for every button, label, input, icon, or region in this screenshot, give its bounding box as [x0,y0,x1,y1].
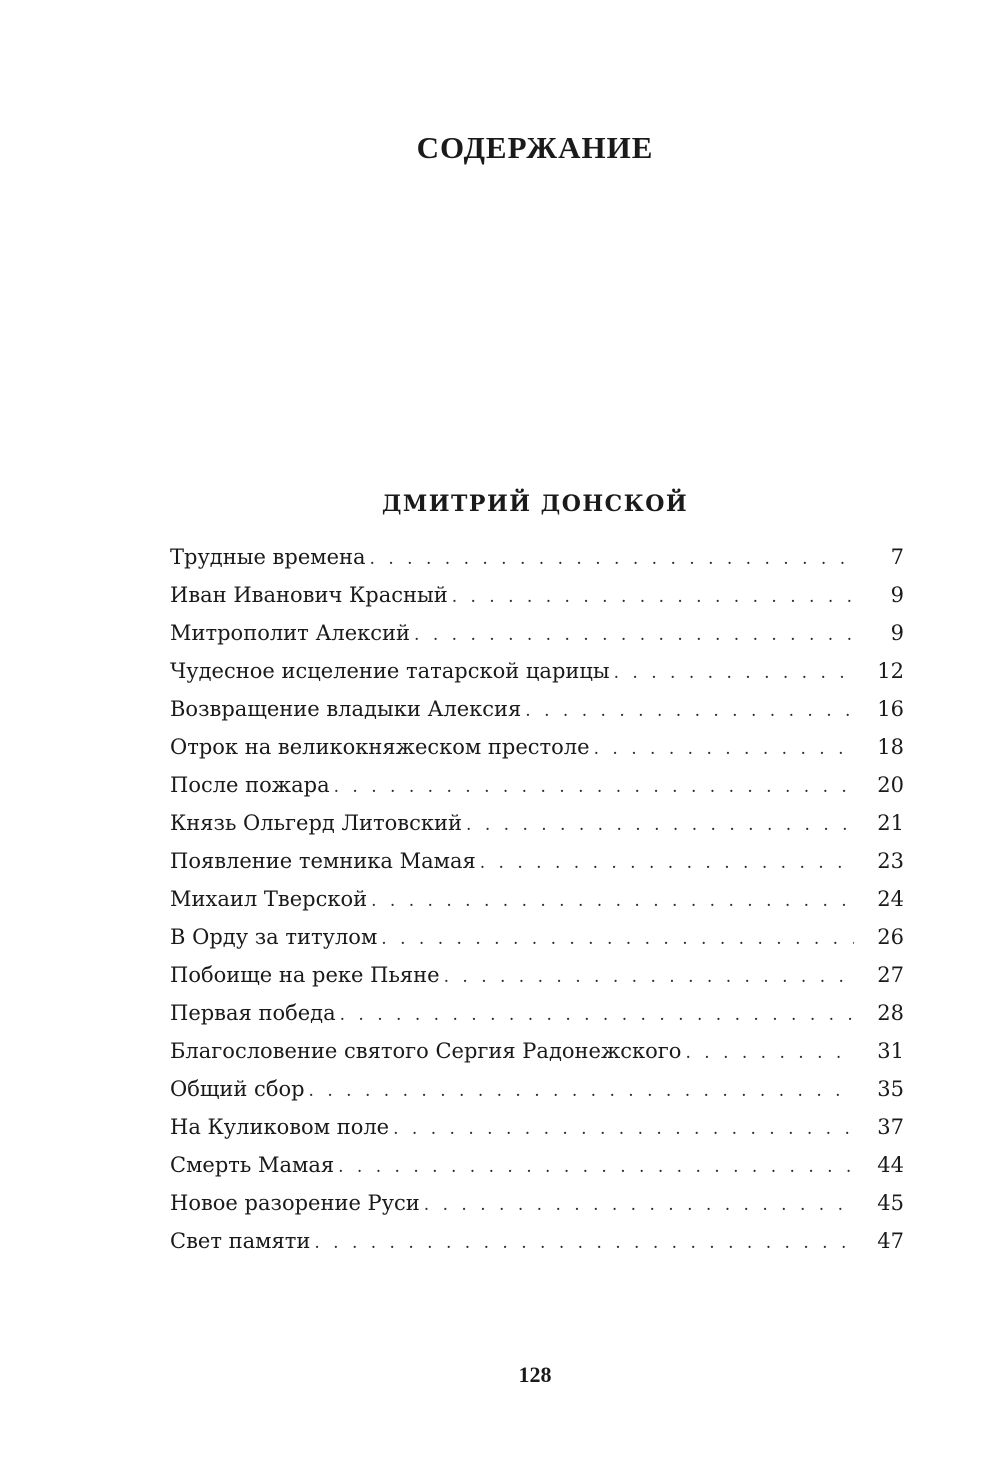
dot-leader [525,692,854,730]
toc-entry-page: 27 [877,963,904,987]
toc-entry-title: Чудесное исцеление татарской царицы [170,659,610,683]
toc-entry-title: Появление темника Мамая [170,849,476,873]
toc-entry[interactable] [170,880,904,918]
toc-entry[interactable] [170,842,904,880]
toc-entry-title: На Куликовом поле [170,1115,390,1139]
toc-entry-page: 21 [877,811,904,835]
toc-entry[interactable] [170,1108,904,1146]
dot-leader [466,806,854,844]
toc-entry[interactable] [170,1184,904,1222]
dot-leader [444,958,854,996]
page-number: 128 [518,1362,552,1387]
toc-entry-title: После пожара [170,773,330,797]
toc-entry[interactable] [170,1032,904,1070]
toc-entry[interactable] [170,918,904,956]
dot-leader [381,920,854,958]
toc-entry-page: 35 [877,1077,904,1101]
toc-entry[interactable] [170,614,904,652]
toc-entry-title: Новое разорение Руси [170,1191,420,1215]
toc-entry-title: Иван Иванович Красный [170,583,448,607]
toc-entry[interactable] [170,994,904,1032]
toc-entry[interactable] [170,766,904,804]
dot-leader [685,1034,854,1072]
toc-entry-title: Князь Ольгерд Литовский [170,811,463,835]
toc-entry[interactable] [170,728,904,766]
toc-entry-page: 28 [877,1001,904,1025]
toc-entry-title: Побоище на реке Пьяне [170,963,440,987]
page-title: СОДЕРЖАНИЕ [416,130,654,165]
toc-entry-page: 20 [877,773,904,797]
dot-leader [424,1186,854,1224]
toc-entry[interactable] [170,690,904,728]
toc-entry[interactable] [170,1222,904,1260]
toc-entry-page: 24 [877,887,904,911]
toc-entry-title: Митрополит Алексий [170,621,411,645]
toc-entry-title: Михаил Тверской [170,887,368,911]
dot-leader [614,654,854,692]
toc-entry[interactable] [170,1146,904,1184]
dot-leader [334,768,854,806]
toc-entry-page: 7 [890,545,904,569]
toc-entry-page: 44 [877,1153,904,1177]
toc-entry-title: Трудные времена [170,545,366,569]
toc-entry-title: В Орду за титулом [170,925,378,949]
toc-entry-page: 47 [877,1229,904,1253]
dot-leader [594,730,854,768]
toc-entry-page: 12 [877,659,904,683]
dot-leader [309,1072,854,1110]
toc-entry-page: 9 [890,621,904,645]
dot-leader [414,616,854,654]
dot-leader [314,1224,854,1262]
toc-entry-title: Возвращение владыки Алексия [170,697,522,721]
toc-entry-page: 45 [877,1191,904,1215]
section-heading: ДМИТРИЙ ДОНСКОЙ [381,491,689,517]
dot-leader [371,882,854,920]
toc-entry-title: Свет памяти [170,1229,311,1253]
toc-entry-page: 31 [877,1039,904,1063]
dot-leader [393,1110,854,1148]
dot-leader [338,1148,854,1186]
toc-entry-page: 16 [877,697,904,721]
toc-entry-title: Смерть Мамая [170,1153,335,1177]
dot-leader [480,844,854,882]
dot-leader [452,578,854,616]
dot-leader [370,540,854,578]
table-of-contents [170,538,904,1260]
toc-entry-title: Отрок на великокняжеском престоле [170,735,590,759]
toc-entry-page: 18 [877,735,904,759]
toc-entry[interactable] [170,652,904,690]
toc-entry[interactable] [170,956,904,994]
toc-entry[interactable] [170,804,904,842]
toc-entry-page: 37 [877,1115,904,1139]
toc-entry-title: Благословение святого Сергия Радонежского [170,1039,682,1063]
dot-leader [340,996,854,1034]
toc-entry-page: 9 [890,583,904,607]
toc-entry-title: Первая победа [170,1001,336,1025]
toc-entry[interactable] [170,576,904,614]
toc-entry-page: 26 [877,925,904,949]
toc-entry-title: Общий сбор [170,1077,305,1101]
toc-entry[interactable] [170,1070,904,1108]
toc-entry[interactable] [170,538,904,576]
toc-entry-page: 23 [877,849,904,873]
